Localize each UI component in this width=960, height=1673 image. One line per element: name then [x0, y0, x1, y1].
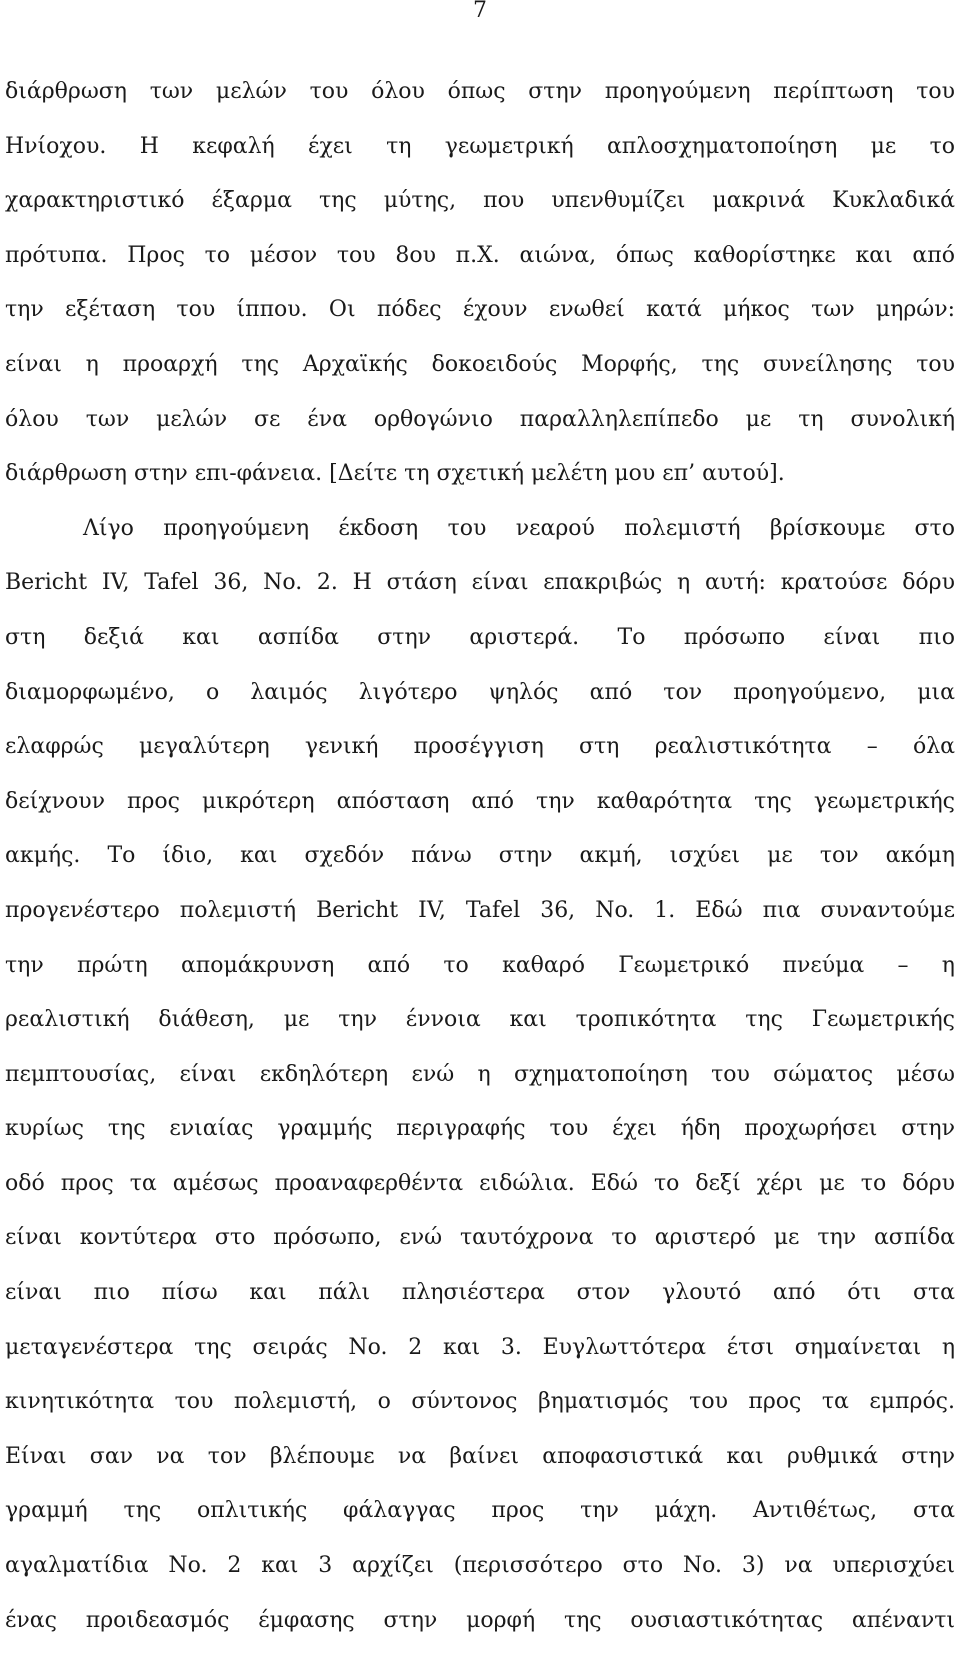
text-line: ρεαλιστική διάθεση, με την έννοια και τροπικότητα της Γεωμετρικής: [5, 1007, 955, 1033]
text-line: ελαφρώς μεγαλύτερη γενική προσέγγιση στη ρεαλιστικότητα – όλα: [5, 734, 955, 760]
text-line: γραμμή της οπλιτικής φάλαγγας προς την μάχη. Αντιθέτως, στα: [5, 1498, 955, 1524]
paragraph-first-line: Λίγο προηγούμενη έκδοση του νεαρού πολεμιστή βρίσκουμε στο: [83, 515, 955, 541]
text-line: διαμορφωμένο, ο λαιμός λιγότερο ψηλός από τον προηγούμενο, μια: [5, 679, 955, 705]
body-text: [5, 65, 955, 1648]
text-line: είναι κοντύτερα στο πρόσωπο, ενώ ταυτόχρονα το αριστερό με την ασπίδα: [5, 1225, 955, 1251]
text-line: κυρίως της ενιαίας γραμμής περιγραφής του έχει ήδη προχωρήσει στην: [5, 1116, 955, 1142]
text-line: πρότυπα. Προς το μέσον του 8ου π.Χ. αιώνα, όπως καθορίστηκε και από: [5, 242, 955, 268]
page-number: 7: [473, 0, 487, 23]
text-line: διάρθρωση των μελών του όλου όπως στην προηγούμενη περίπτωση του: [5, 79, 955, 104]
text-line: ακμής. Το ίδιο, και σχεδόν πάνω στην ακμή, ισχύει με τον ακόμη: [5, 843, 955, 869]
text-line: δείχνουν προς μικρότερη απόσταση από την καθαρότητα της γεωμετρικής: [5, 788, 955, 814]
text-line: αγαλματίδια No. 2 και 3 αρχίζει (περισσότερο στο No. 3) να υπερισχύει: [5, 1553, 955, 1579]
text-line: την πρώτη απομάκρυνση από το καθαρό Γεωμετρικό πνεύμα – η: [5, 952, 955, 978]
text-line: μεταγενέστερα της σειράς No. 2 και 3. Ευγλωττότερα έτσι σημαίνεται η: [5, 1334, 955, 1360]
text-line: ένας προιδεασμός έμφασης στην μορφή της ουσιαστικότητας απέναντι: [5, 1607, 955, 1633]
text-line: την εξέταση του ίππου. Οι πόδες έχουν ενωθεί κατά μήκος των μηρών:: [5, 297, 955, 323]
text-line: όλου των μελών σε ένα ορθογώνιο παραλληλεπίπεδο με τη συνολική: [5, 406, 955, 432]
text-line: οδό προς τα αμέσως προαναφερθέντα ειδώλια. Εδώ το δεξί χέρι με το δόρυ: [5, 1170, 955, 1196]
text-line: Είναι σαν να τον βλέπουμε να βαίνει αποφασιστικά και ρυθμικά στην: [5, 1443, 955, 1469]
text-line: κινητικότητα του πολεμιστή, ο σύντονος βηματισμός του προς τα εμπρός.: [5, 1389, 955, 1415]
text-line: πεμπτουσίας, είναι εκδηλότερη ενώ η σχηματοποίηση του σώματος μέσω: [5, 1061, 955, 1087]
paragraph-end-line: διάρθρωση στην επι-φάνεια. [Δείτε τη σχετική μελέτη μου επ’ αυτού].: [5, 461, 785, 487]
text-line: Ηνίοχου. Η κεφαλή έχει τη γεωμετρική απλοσχηματοποίηση με το: [5, 133, 955, 159]
text-line: είναι πιο πίσω και πάλι πλησιέστερα στον γλουτό από ότι στα: [5, 1280, 955, 1306]
text-line: προγενέστερο πολεμιστή Bericht IV, Tafel 36, No. 1. Εδώ πια συναντούμε: [5, 897, 955, 923]
text-line: χαρακτηριστικό έξαρμα της μύτης, που υπενθυμίζει μακρινά Κυκλαδικά: [5, 188, 955, 214]
text-line: στη δεξιά και ασπίδα στην αριστερά. Το πρόσωπο είναι πιο: [5, 624, 955, 650]
text-line: είναι η προαρχή της Αρχαϊκής δοκοειδούς Μορφής, της συνείλησης του: [5, 351, 955, 377]
text-line: Bericht IV, Tafel 36, No. 2. Η στάση είναι επακριβώς η αυτή: κρατούσε δόρυ: [5, 570, 955, 596]
